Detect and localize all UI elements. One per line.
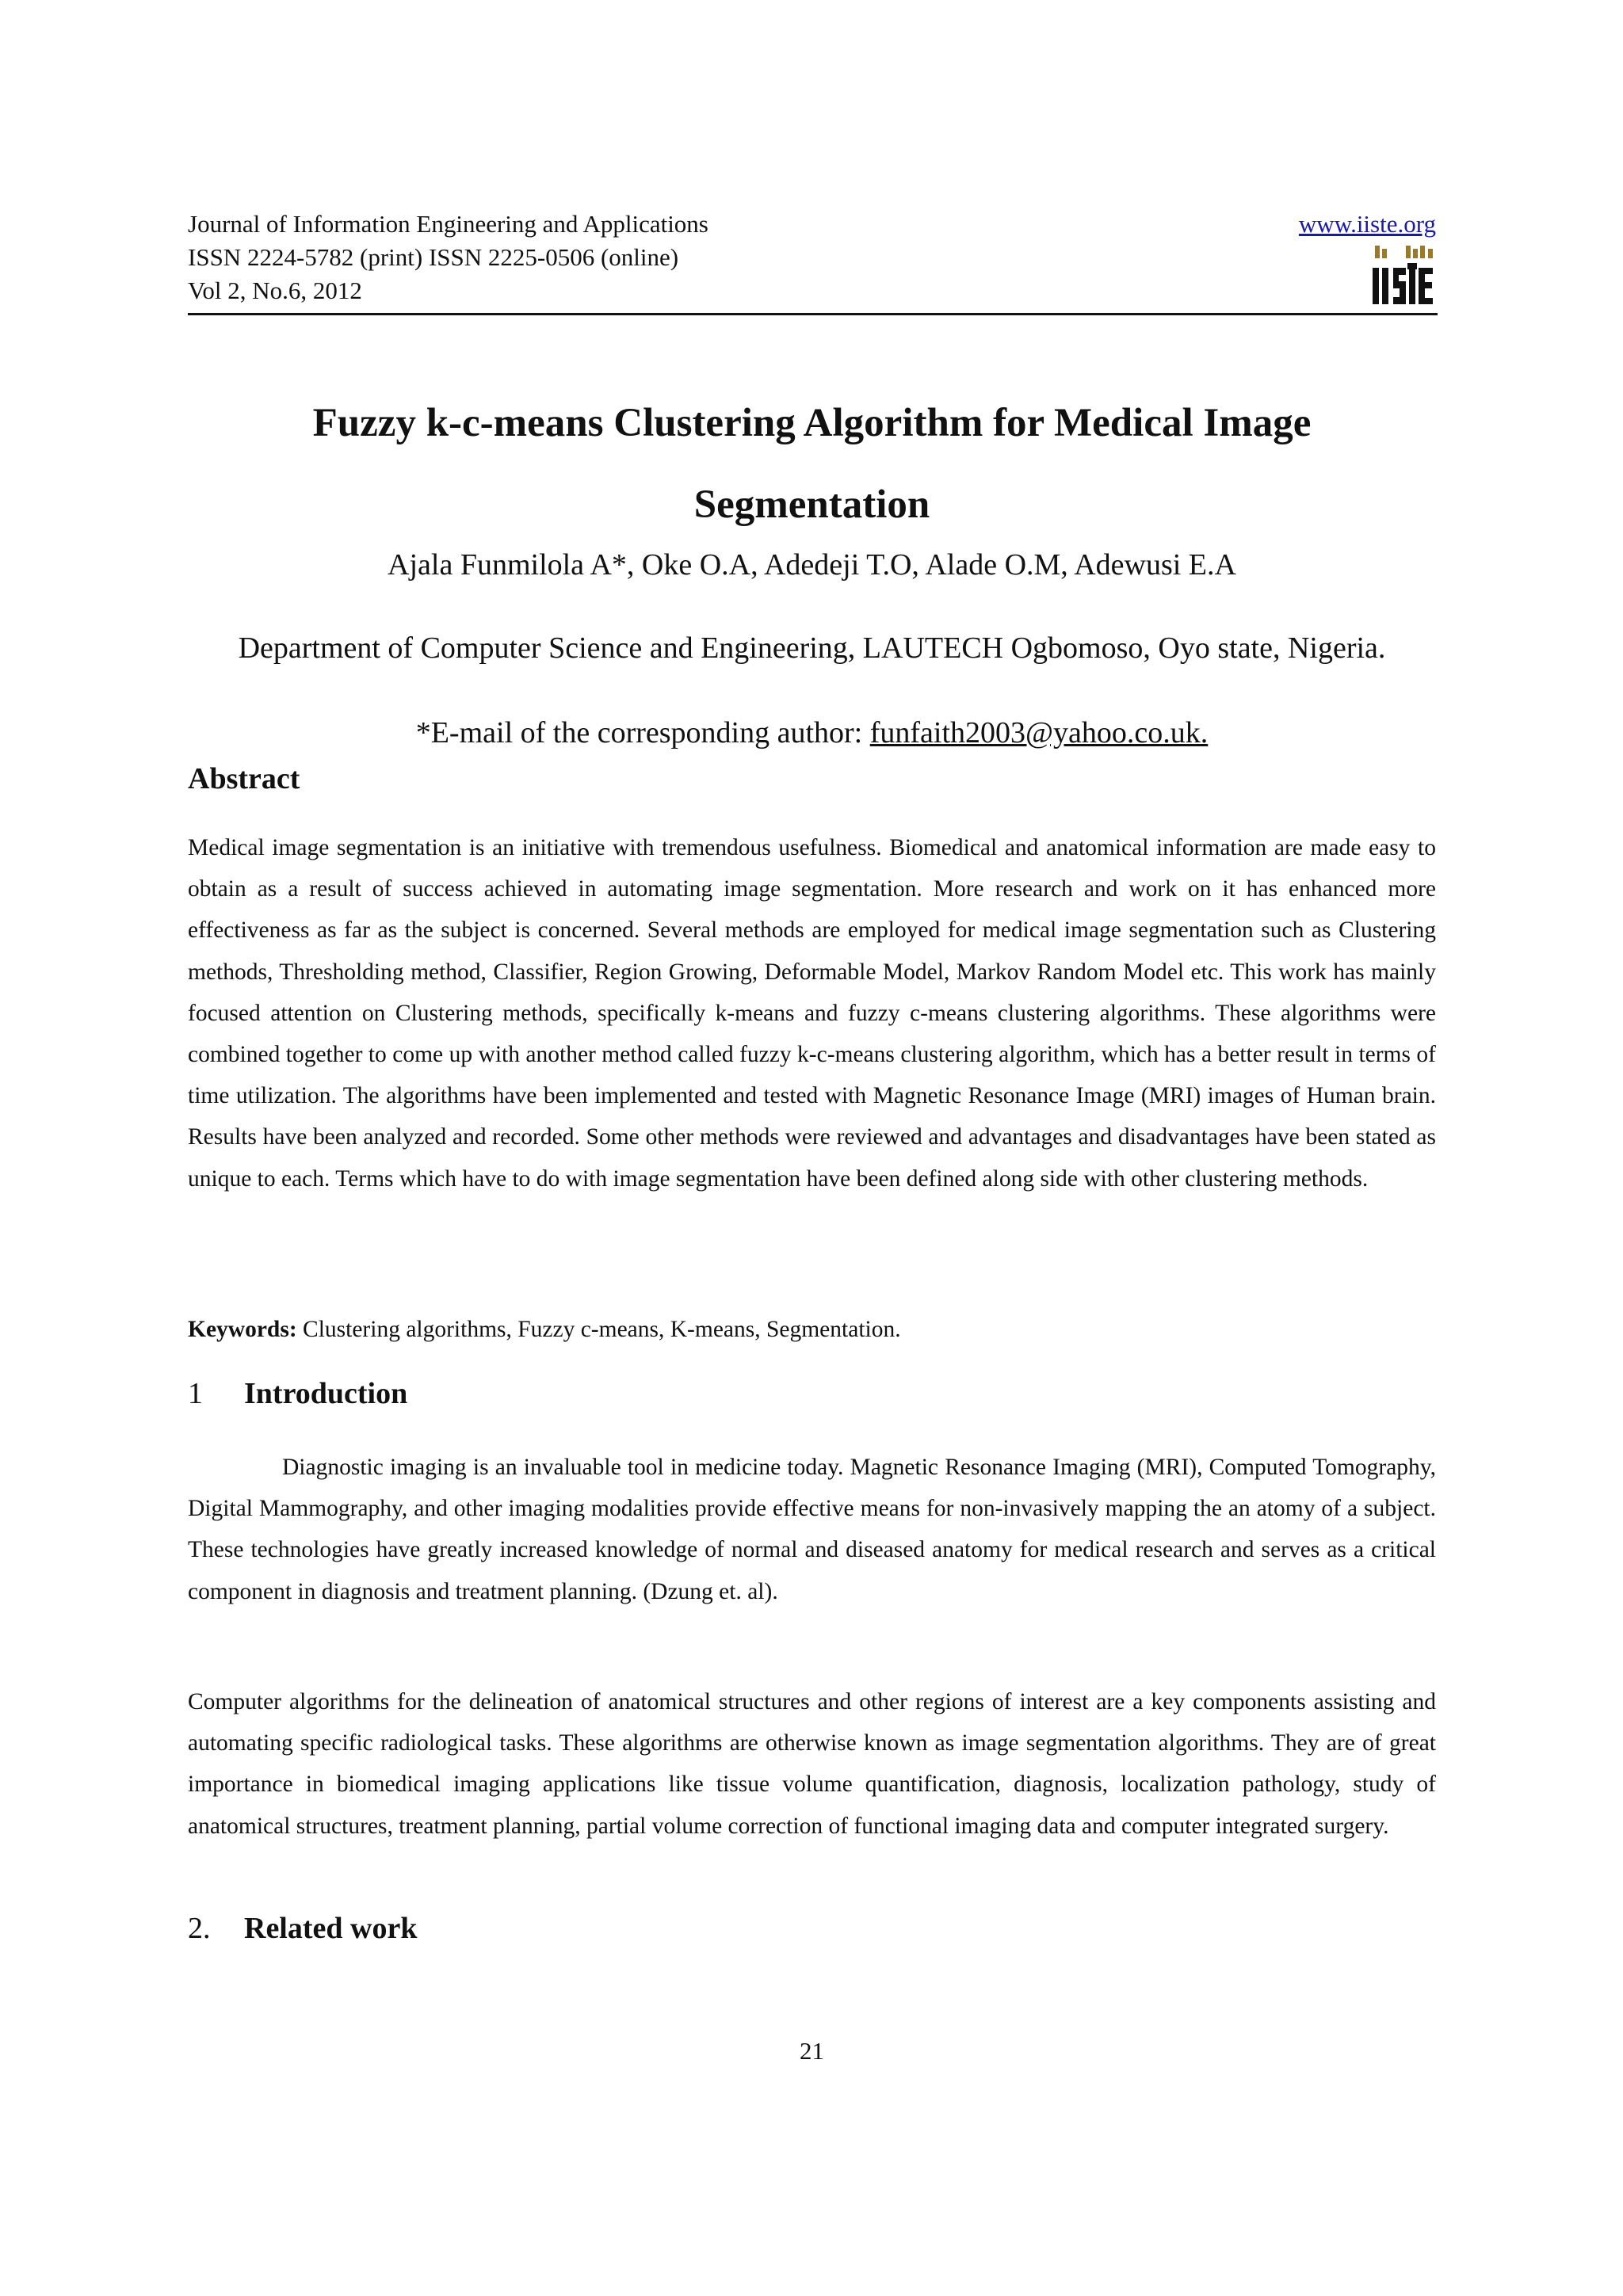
related-work-heading [188,1910,417,1947]
abstract-text: Medical image segmentation is an initiative with tremendous usefulness. Biomedical and anatomical information are made easy to obtain as a result of success achieved in automating image segmentation. More research and work on it has enhanced more effectiveness as far as the subject is concerned. Several methods are employed for medical image segmentation such as Clustering methods, Thresholding method, Classifier, Region Growing, Deformable Model, Markov Random Model etc. This work has mainly focused attention on Clustering methods, specifically k-means and fuzzy c-means clustering algorithms. These algorithms were combined together to come up with another method called fuzzy k-c-means clustering algorithm, which has a better result in terms of time utilization. The algorithms have been implemented and tested with Magnetic Resonance Image (MRI) images of Human brain. Results have been analyzed and recorded. Some other methods were reviewed and advantages and disadvantages have been stated as unique to each. Terms which have to do with image segmentation have been defined along side with other clustering methods. [188,835,1436,1192]
introduction-title: Introduction [244,1377,408,1410]
email-prefix: *E-mail of the corresponding author: [415,716,870,749]
introduction-number: 1 [188,1377,203,1410]
keywords-label: Keywords: [188,1317,297,1342]
page-number: 21 [800,2037,824,2065]
header-right [1299,208,1436,241]
related-work-number: 2. [188,1912,211,1945]
volume-line: Vol 2, No.6, 2012 [188,277,362,304]
author-list: Ajala Funmilola A*, Oke O.A, Adedeji T.O, Alade O.M, Adewusi E.A [388,548,1236,582]
issn-line: ISSN 2224-5782 (print) ISSN 2225-0506 (online) [188,243,679,271]
email-link[interactable]: funfaith2003@yahoo.co.uk. [869,716,1209,749]
introduction-paragraph-1: Diagnostic imaging is an invaluable tool in medicine today. Magnetic Resonance Imaging (MRI), Computed Tomography, Digital Mammography, and other imaging modalities provide effective means for non-invasively mapping the an atomy of a subject. These technologies have greatly increased knowledge of normal and diseased anatomy for medical research and serves as a critical component in diagnosis and treatment planning. (Dzung et. al). [188,1455,1436,1604]
keywords [188,1309,1436,1350]
paper-title-line-1: Fuzzy k-c-means Clustering Algorithm for Medical Image [312,401,1312,445]
header-divider [188,313,1438,315]
abstract-heading: Abstract [188,762,300,795]
corresponding-email [188,715,1436,751]
introduction-heading [188,1375,407,1412]
journal-title: Journal of Information Engineering and Applications [188,210,708,238]
journal-header [188,208,1436,314]
author-affiliation: Department of Computer Science and Engineering, LAUTECH Ogbomoso, Oyo state, Nigeria. [238,631,1386,665]
keywords-list: Clustering algorithms, Fuzzy c-means, K-means, Segmentation. [296,1317,901,1342]
related-work-title: Related work [244,1912,418,1945]
introduction-paragraph-2: Computer algorithms for the delineation of anatomical structures and other regions of interest are a key components assisting and automating specific radiological tasks. These algorithms are otherwise known as image segmentation algorithms. They are of great importance in biomedical imaging applications like tissue volume quantification, diagnosis, localization pathology, study of anatomical structures, treatment planning, partial volume correction of functional imaging data and computer integrated surgery. [188,1689,1436,1839]
journal-info [188,208,708,307]
website-link[interactable]: www.iiste.org [1298,210,1436,238]
iiste-logo [1371,244,1434,306]
paper-title-line-2: Segmentation [693,482,930,527]
